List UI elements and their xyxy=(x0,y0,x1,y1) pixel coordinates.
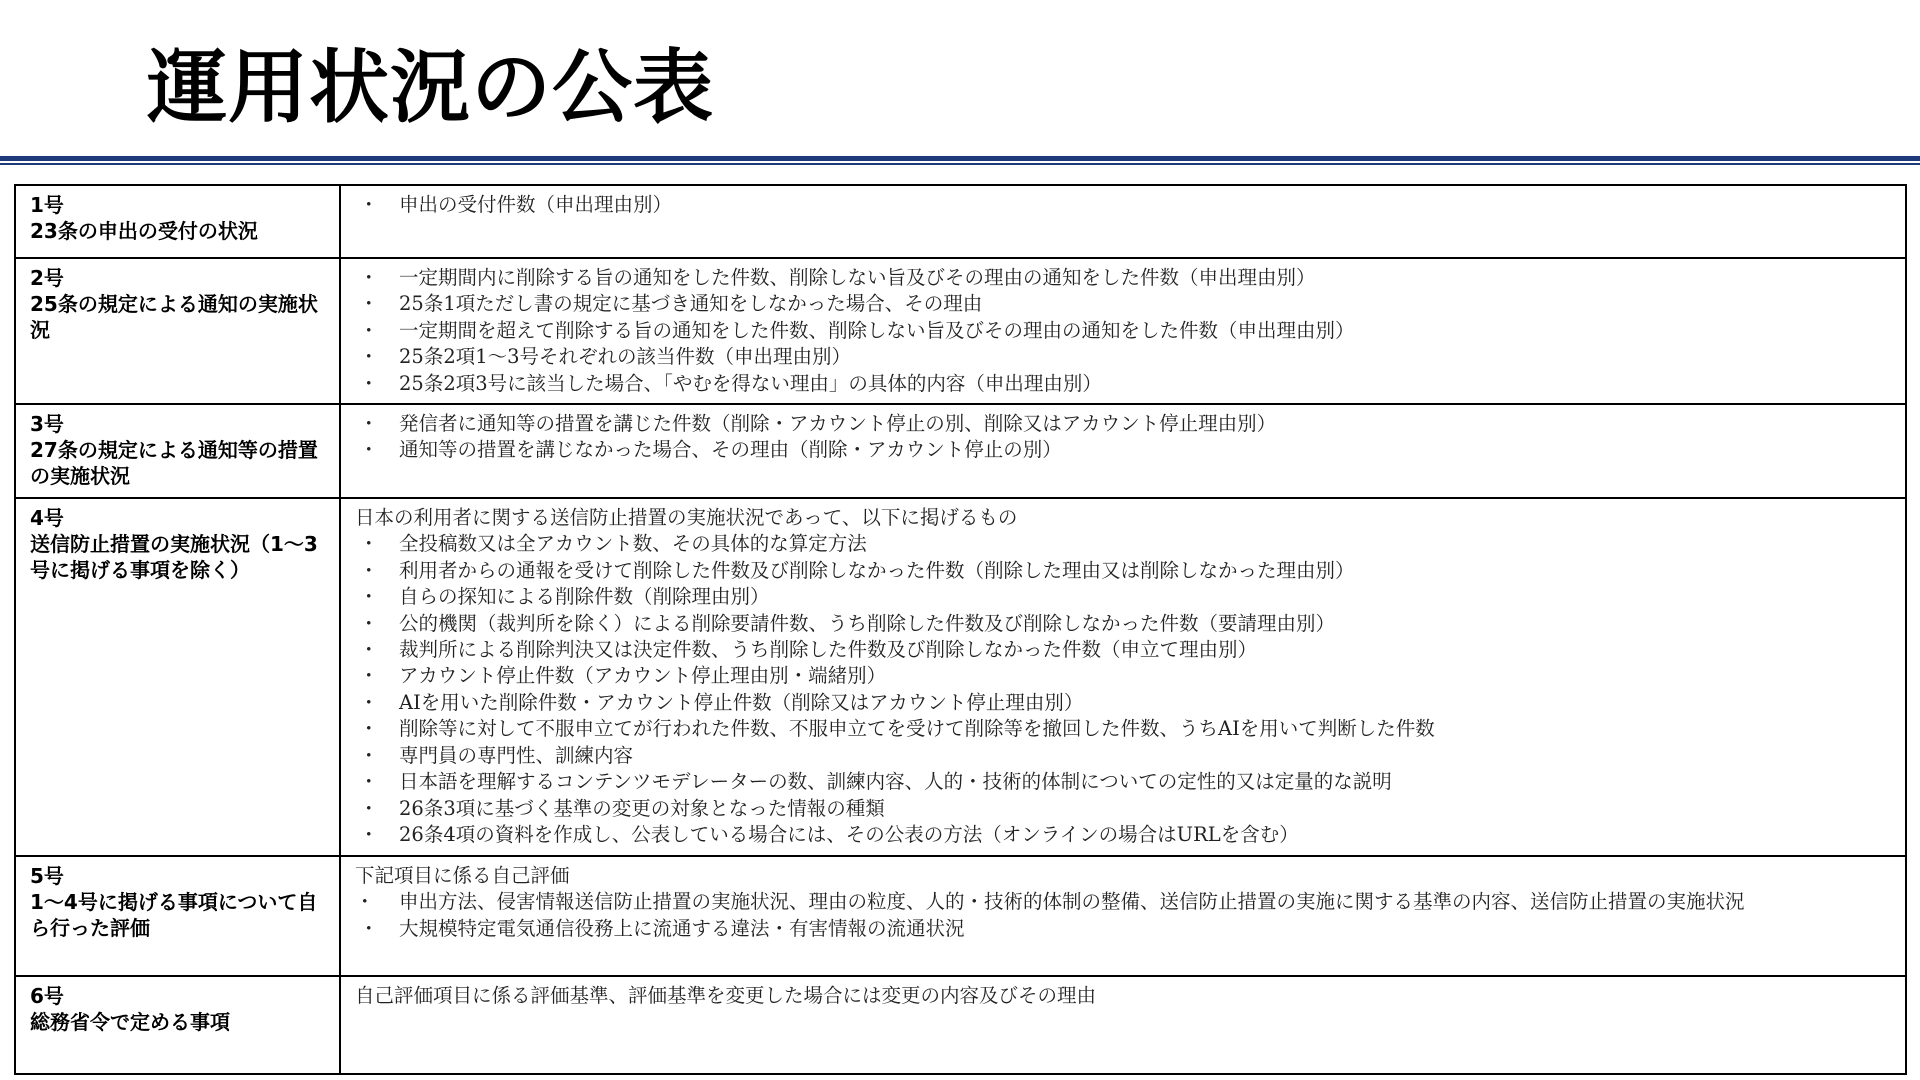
row-title: 1～4号に掲げる事項について自ら行った評価 xyxy=(30,890,318,941)
table-row xyxy=(15,498,1906,856)
bullet-icon: ・ xyxy=(359,193,379,216)
header-rule xyxy=(0,156,1920,161)
bullet-icon: ・ xyxy=(359,743,379,767)
row-number: 4号 xyxy=(30,506,64,531)
bullet-icon: ・ xyxy=(359,822,379,846)
row-heading xyxy=(15,258,340,404)
bullet-icon: ・ xyxy=(359,438,379,462)
bullet-icon: ・ xyxy=(359,412,379,436)
row-heading xyxy=(15,185,340,258)
row-heading xyxy=(15,856,340,976)
table-row xyxy=(15,976,1906,1074)
item-list xyxy=(355,411,1891,464)
bullet-icon: ・ xyxy=(359,916,379,940)
bullet-icon: ・ xyxy=(359,345,379,369)
bullet-icon: ・ xyxy=(359,318,379,342)
row-content xyxy=(340,258,1906,404)
row-content xyxy=(340,856,1906,976)
row-heading xyxy=(15,498,340,856)
list-item: ・ 申出の受付件数（申出理由別） xyxy=(355,192,1891,218)
row-number: 6号 xyxy=(30,984,64,1009)
bullet-icon: ・ xyxy=(359,717,379,741)
row-content xyxy=(340,404,1906,498)
table-row xyxy=(15,258,1906,404)
list-item: ・ 大規模特定電気通信役務上に流通する違法・有害情報の流通状況 xyxy=(355,916,1891,942)
row-intro: 日本の利用者に関する送信防止措置の実施状況であって、以下に掲げるもの xyxy=(355,506,1018,530)
list-item: ・ 専門員の専門性、訓練内容 xyxy=(355,743,1891,769)
row-title: 送信防止措置の実施状況（1～3号に掲げる事項を除く） xyxy=(30,532,318,583)
bullet-icon: ・ xyxy=(359,266,379,289)
list-item: ・ 自らの探知による削除件数（削除理由別） xyxy=(355,584,1891,610)
table-row xyxy=(15,185,1906,258)
header-rule-thin xyxy=(0,163,1920,165)
bullet-icon: ・ xyxy=(359,585,379,609)
bullet-icon: ・ xyxy=(359,611,379,635)
list-item: ・ 発信者に通知等の措置を講じた件数（削除・アカウント停止の別、削除又はアカウント停止理由別） xyxy=(355,411,1891,437)
list-item: ・ 公的機関（裁判所を除く）による削除要請件数、うち削除した件数及び削除しなかった件数（要請理由別） xyxy=(355,611,1891,637)
row-title: 27条の規定による通知等の措置の実施状況 xyxy=(30,438,318,489)
list-item: ・ 通知等の措置を講じなかった場合、その理由（削除・アカウント停止の別） xyxy=(355,437,1891,463)
item-list xyxy=(355,889,1891,942)
item-list xyxy=(355,531,1891,848)
list-item: ・ AIを用いた削除件数・アカウント停止件数（削除又はアカウント停止理由別） xyxy=(355,690,1891,716)
bullet-icon: ・ xyxy=(359,796,379,820)
disclosure-table xyxy=(14,184,1907,1075)
list-item: ・ 全投稿数又は全アカウント数、その具体的な算定方法 xyxy=(355,531,1891,557)
bullet-icon: ・ xyxy=(359,770,379,794)
row-content xyxy=(340,185,1906,258)
row-title: 23条の申出の受付の状況 xyxy=(30,219,258,243)
list-item: ・ 削除等に対して不服申立てが行われた件数、不服申立てを受けて削除等を撤回した件数、うちAIを用いて判断した件数 xyxy=(355,716,1891,742)
list-item: ・ 一定期間を超えて削除する旨の通知をした件数、削除しない旨及びその理由の通知をした件数（申出理由別） xyxy=(355,318,1891,344)
bullet-icon: ・ xyxy=(359,558,379,582)
list-item: ・ 26条4項の資料を作成し、公表している場合には、その公表の方法（オンラインの場合はURLを含む） xyxy=(355,822,1891,848)
list-item: ・ 25条1項ただし書の規定に基づき通知をしなかった場合、その理由 xyxy=(355,291,1891,317)
list-item: ・ 25条2項1～3号それぞれの該当件数（申出理由別） xyxy=(355,344,1891,370)
row-content xyxy=(340,498,1906,856)
list-item: ・ 日本語を理解するコンテンツモデレーターの数、訓練内容、人的・技術的体制についての定性的又は定量的な説明 xyxy=(355,769,1891,795)
row-heading xyxy=(15,404,340,498)
list-item: ・ 裁判所による削除判決又は決定件数、うち削除した件数及び削除しなかった件数（申立て理由別） xyxy=(355,637,1891,663)
list-item: ・ 26条3項に基づく基準の変更の対象となった情報の種類 xyxy=(355,796,1891,822)
bullet-icon: ・ xyxy=(359,532,379,556)
list-item: ・ アカウント停止件数（アカウント停止理由別・端緒別） xyxy=(355,663,1891,689)
item-list xyxy=(355,192,1891,218)
row-content xyxy=(340,976,1906,1074)
list-item: ・ 利用者からの通報を受けて削除した件数及び削除しなかった件数（削除した理由又は削除しなかった理由別） xyxy=(355,558,1891,584)
row-title: 25条の規定による通知の実施状況 xyxy=(30,292,318,342)
bullet-icon: ・ xyxy=(359,690,379,714)
page-title: 運用状況の公表 xyxy=(147,41,714,134)
bullet-icon: ・ xyxy=(359,638,379,662)
row-intro: 下記項目に係る自己評価 xyxy=(355,864,570,888)
item-list xyxy=(355,265,1891,397)
row-number: 5号 xyxy=(30,864,64,889)
bullet-icon: ・ xyxy=(355,890,375,914)
row-heading xyxy=(15,976,340,1074)
table-row xyxy=(15,856,1906,976)
row-number: 1号 xyxy=(30,193,64,217)
row-number: 2号 xyxy=(30,266,64,290)
table-row xyxy=(15,404,1906,498)
row-title: 総務省令で定める事項 xyxy=(30,1010,230,1035)
list-item: ・ 25条2項3号に該当した場合、「やむを得ない理由」の具体的内容（申出理由別） xyxy=(355,371,1891,397)
bullet-icon: ・ xyxy=(359,664,379,688)
bullet-icon: ・ xyxy=(359,371,379,395)
bullet-icon: ・ xyxy=(359,292,379,316)
list-item: ・ 一定期間内に削除する旨の通知をした件数、削除しない旨及びその理由の通知をした件数（申出理由別） xyxy=(355,265,1891,291)
list-item: ・ 申出方法、侵害情報送信防止措置の実施状況、理由の粒度、人的・技術的体制の整備、送信防止措置の実施に関する基準の内容、送信防止措置の実施状況 xyxy=(355,889,1891,915)
row-intro: 自己評価項目に係る評価基準、評価基準を変更した場合には変更の内容及びその理由 xyxy=(355,984,1097,1008)
row-number: 3号 xyxy=(30,412,64,437)
